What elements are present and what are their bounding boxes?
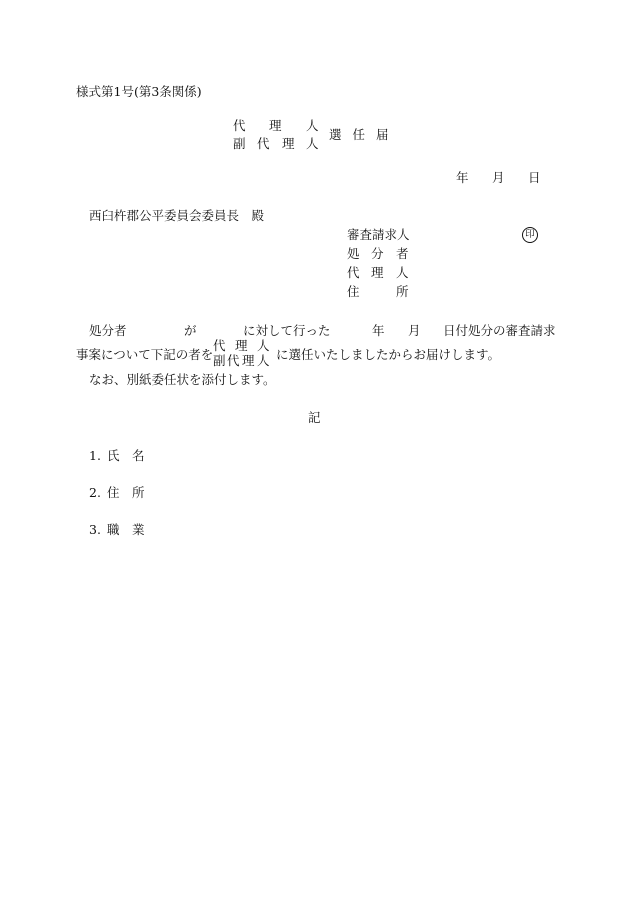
title-char: 代 (257, 136, 270, 151)
list-label-char: 住 (107, 485, 120, 500)
body-char: 代 (213, 338, 226, 353)
body-taishite: に対して行った (243, 323, 331, 338)
body-ga: が (184, 323, 197, 338)
date-year: 年 (456, 170, 469, 185)
document-title: 選任届 (329, 127, 400, 142)
list-label-char: 名 (132, 448, 145, 463)
body-char: 人 (257, 353, 270, 368)
title-char: 理 (282, 136, 295, 151)
signatory-char: 代 (347, 265, 360, 280)
signatory-char: 理 (371, 265, 384, 280)
body-char: 人 (257, 338, 270, 353)
form-number: 様式第1号(第3条関係) (76, 84, 202, 99)
list-number: 2. (89, 485, 101, 500)
body-year: 年 (372, 323, 385, 338)
body-disposer: 処分者 (89, 323, 127, 338)
date-month: 月 (492, 170, 505, 185)
date-day: 日 (528, 170, 541, 185)
body-char: 代 (227, 353, 240, 368)
title-char: 理 (269, 118, 282, 133)
list-item-occupation (89, 524, 145, 537)
seal-icon: 印 (522, 227, 538, 243)
body-char: 副 (213, 353, 226, 368)
list-number: 3. (89, 522, 101, 537)
body-char: 理 (235, 338, 248, 353)
title-char: 人 (306, 118, 319, 133)
list-label-char: 業 (132, 522, 145, 537)
body-appointed: に選任いたしましたからお届けします。 (276, 347, 501, 362)
signatory-char: 分 (371, 246, 384, 261)
body-agent-options (213, 340, 269, 370)
body-disposition: 日付処分の審査請求 (443, 323, 556, 338)
signatory-address (347, 286, 417, 305)
body-note: なお、別紙委任状を添付します。 (89, 372, 276, 387)
body-char: 理 (242, 353, 255, 368)
title-char: 人 (306, 136, 319, 151)
body-option-subagent (213, 355, 269, 370)
list-item-address (89, 487, 145, 500)
signatory-char: 所 (396, 284, 409, 299)
addressee: 西臼杵郡公平委員会委員長 殿 (89, 208, 265, 223)
title-option-subagent (233, 138, 318, 156)
signatory-char: 処 (347, 246, 360, 261)
title-char: 代 (233, 118, 246, 133)
signatory-requester-label: 審査請求人 (347, 227, 410, 242)
signatory-char: 人 (396, 265, 409, 280)
signatory-block (347, 229, 417, 305)
list-label-char: 氏 (107, 448, 120, 463)
signatory-char: 住 (347, 284, 360, 299)
list-number: 1. (89, 448, 101, 463)
ki-heading: 記 (308, 410, 321, 425)
body-month: 月 (408, 323, 421, 338)
list-item-name (89, 450, 145, 463)
signatory-char: 者 (396, 246, 409, 261)
title-char: 副 (233, 136, 246, 151)
body-case: 事案について下記の者を (76, 347, 214, 362)
list-label-char: 職 (107, 522, 120, 537)
title-options (233, 120, 318, 156)
list-label-char: 所 (132, 485, 145, 500)
